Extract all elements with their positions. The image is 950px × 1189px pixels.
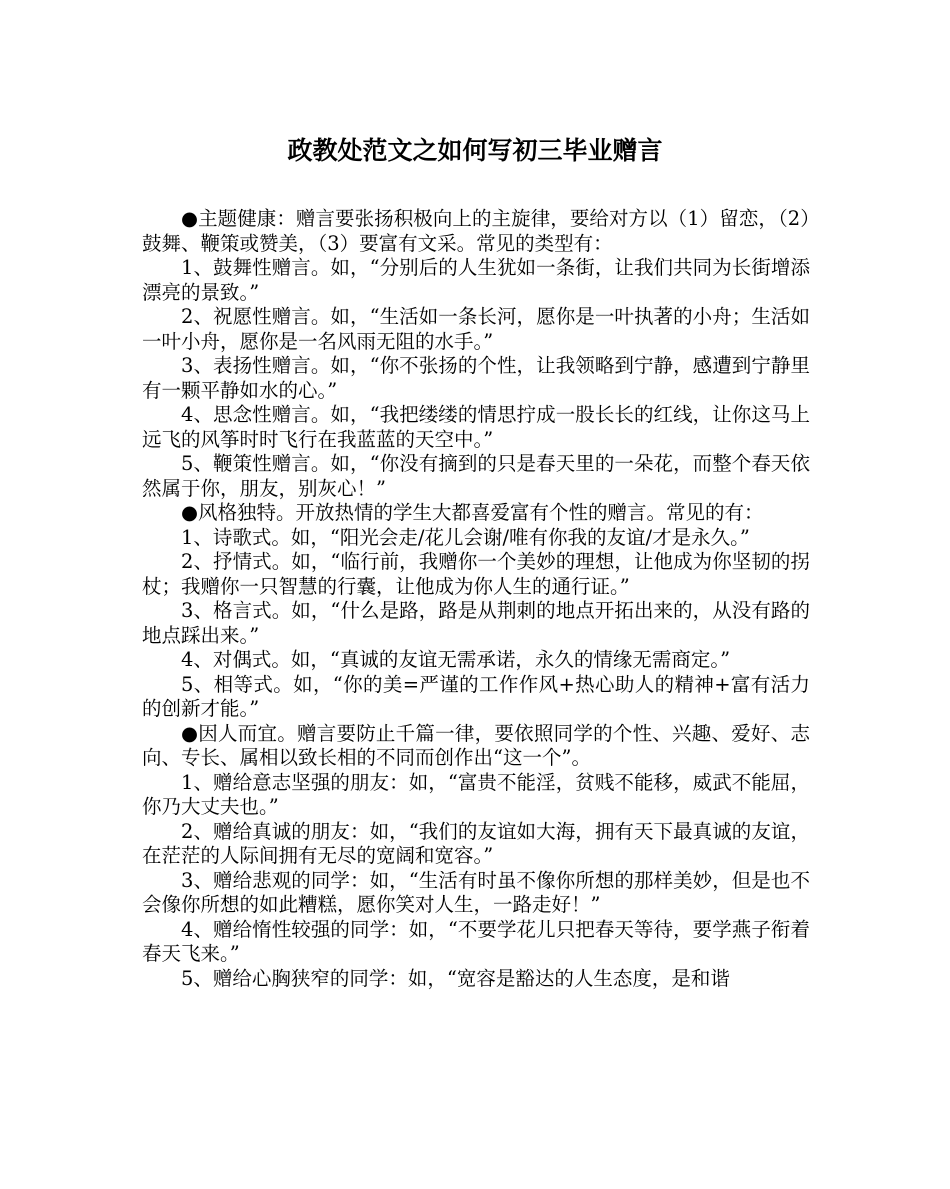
- paragraph: 2、抒情式。如，“临行前，我赠你一个美妙的理想，让他成为你坚韧的拐杖；我赠你一只智慧的行囊，让他成为你人生的通行证。”: [142, 550, 810, 598]
- paragraph: 1、赠给意志坚强的朋友：如，“富贵不能淫，贫贱不能移，威武不能屈，你乃大丈夫也。”: [142, 770, 810, 818]
- paragraph: 3、赠给悲观的同学：如，“生活有时虽不像你所想的那样美妙，但是也不会像你所想的如此糟糕，愿你笑对人生，一路走好！”: [142, 868, 810, 916]
- document-title: 政教处范文之如何写初三毕业赠言: [287, 136, 663, 165]
- paragraph: ●风格独特。开放热情的学生大都喜爱富有个性的赠言。常见的有：: [181, 501, 764, 524]
- paragraph: 3、表扬性赠言。如，“你不张扬的个性，让我领略到宁静，感遭到宁静里有一颗平静如水的心。”: [142, 354, 810, 402]
- paragraph: 4、对偶式。如，“真诚的友谊无需承诺，永久的情缘无需商定。”: [181, 648, 731, 671]
- paragraph: 3、格言式。如，“什么是路，路是从荆刺的地点开拓出来的，从没有路的地点踩出来。”: [142, 599, 810, 647]
- paragraph: 4、思念性赠言。如，“我把缕缕的情思拧成一股长长的红线，让你这马上远飞的风筝时时飞行在我蓝蓝的天空中。”: [142, 403, 810, 451]
- paragraph: 1、鼓舞性赠言。如，“分别后的人生犹如一条街，让我们共同为长街增添漂亮的景致。”: [142, 256, 810, 304]
- paragraph: 2、祝愿性赠言。如，“生活如一条长河，愿你是一叶执著的小舟；生活如一叶小舟，愿你是一名风雨无阻的水手。”: [142, 305, 810, 353]
- paragraph: 4、赠给惰性较强的同学：如，“不要学花儿只把春天等待，要学燕子衔着春天飞来。”: [142, 917, 810, 965]
- paragraph: 5、鞭策性赠言。如，“你没有摘到的只是春天里的一朵花，而整个春天依然属于你，朋友，别灰心！”: [142, 452, 810, 500]
- paragraph: 5、相等式。如，“你的美=严谨的工作作风+热心助人的精神+富有活力的创新才能。”: [142, 672, 810, 720]
- paragraph: ●主题健康：赠言要张扬积极向上的主旋律，要给对方以（1）留恋，（2）鼓舞、鞭策或赞美，（3）要富有文采。常见的类型有：: [142, 207, 810, 255]
- paragraph: ●因人而宜。赠言要防止千篇一律，要依照同学的个性、兴趣、爱好、志向、专长、属相以致长相的不同而创作出“这一个”。: [142, 721, 810, 769]
- paragraph: 1、诗歌式。如，“阳光会走/花儿会谢/唯有你我的友谊/才是永久。”: [181, 525, 750, 549]
- paragraph: 5、赠给心胸狭窄的同学：如，“宽容是豁达的人生态度，是和谐: [181, 966, 730, 990]
- paragraph: 2、赠给真诚的朋友：如，“我们的友谊如大海，拥有天下最真诚的友谊，在茫茫的人际间拥有无尽的宽阔和宽容。”: [142, 819, 810, 867]
- document-body: [142, 207, 810, 991]
